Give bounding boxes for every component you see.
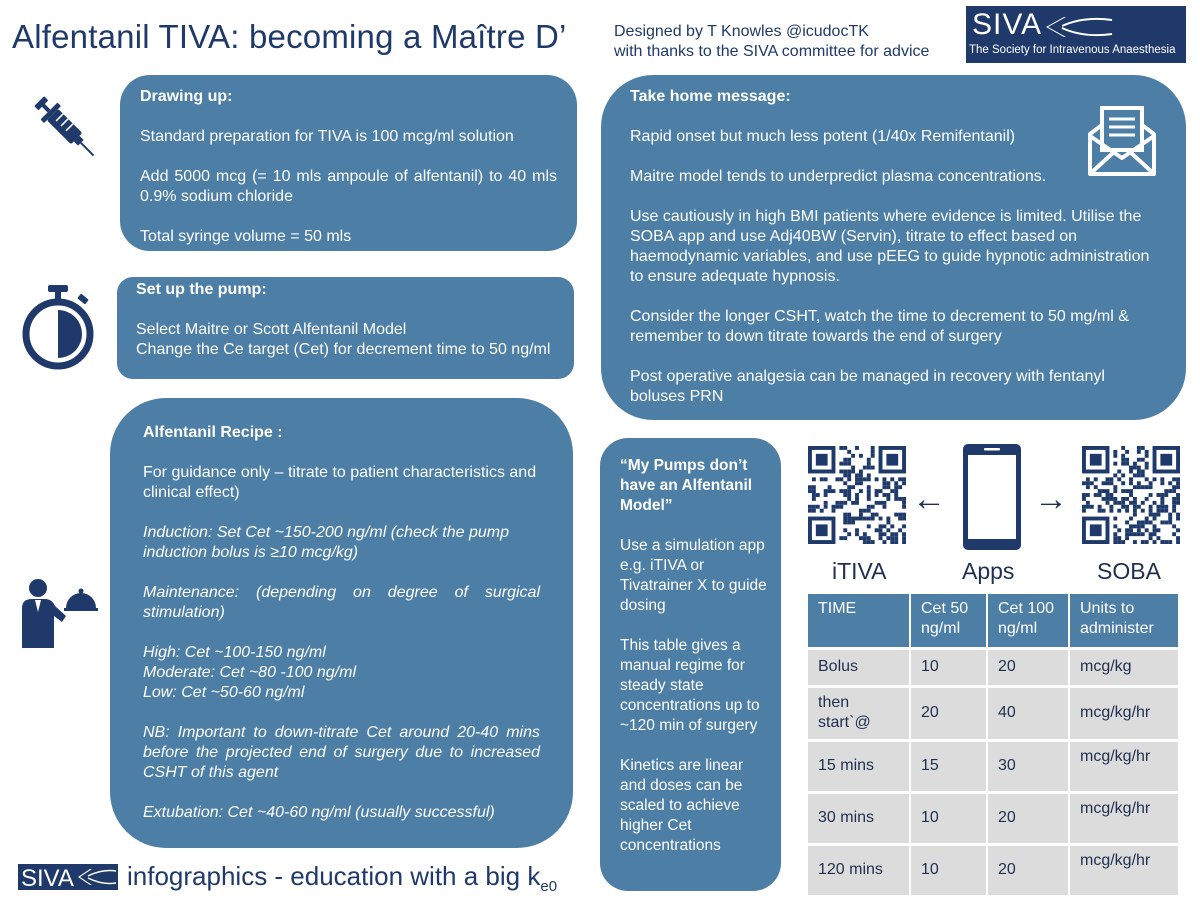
- footer-tagline-text: infographics - education with a big k: [127, 861, 541, 891]
- qr-code-icon: [1082, 446, 1180, 544]
- dose-table: [808, 594, 1178, 898]
- cell-units: mcg/kg: [1069, 648, 1178, 686]
- cell-cet50: 10: [910, 648, 987, 686]
- drawing-up-card: [120, 75, 577, 251]
- syringe-icon: [30, 92, 102, 164]
- header-cet50: Cet 50 ng/ml: [910, 594, 987, 648]
- cell-units: mcg/kg/hr: [1069, 686, 1178, 740]
- credit-line-thanks: with thanks to the SIVA committee for advice: [614, 43, 930, 60]
- credit-line-designer: Designed by T Knowles @icudocTK: [614, 23, 869, 40]
- soba-label: SOBA: [1097, 558, 1161, 584]
- apps-label: Apps: [962, 558, 1015, 584]
- table-row: [808, 740, 1178, 792]
- credit-block: [614, 22, 929, 62]
- siva-swoosh-icon: [1044, 14, 1114, 40]
- pump-setup-line: Change the Ce target (Cet) for decrement time to 50 ng/ml: [136, 341, 551, 358]
- my-pumps-text: This table gives a manual regime for steady state concentrations up to ~120 min of surgery: [620, 637, 760, 734]
- siva-logo-text: SIVA: [972, 8, 1043, 41]
- arrow-right-icon: →: [1034, 480, 1068, 518]
- header-time: TIME: [808, 594, 910, 648]
- cell-units: mcg/kg/hr: [1069, 740, 1178, 792]
- cell-cet50: 10: [910, 844, 987, 896]
- recipe-low: Low: Cet ~50-60 ng/ml: [143, 684, 305, 701]
- qr-code-icon: [808, 446, 906, 544]
- recipe-high: High: Cet ~100-150 ng/ml: [143, 644, 326, 661]
- recipe-extubation: Extubation: Cet ~40-60 ng/ml (usually successful): [143, 804, 495, 821]
- take-home-heading: Take home message:: [630, 88, 791, 105]
- siva-footer-logo: [18, 864, 118, 890]
- recipe-guidance: For guidance only – titrate to patient characteristics and clinical effect): [143, 464, 537, 501]
- header-units: Units to administer: [1069, 594, 1178, 648]
- cell-cet50: 15: [910, 740, 987, 792]
- siva-footer-logo-text: SIVA: [21, 865, 74, 890]
- drawing-up-line: Standard preparation for TIVA is 100 mcg/ml solution: [140, 128, 514, 145]
- header-cet100: Cet 100 ng/ml: [987, 594, 1069, 648]
- recipe-nb: NB: Important to down-titrate Cet around 20-40 mins before the projected end of surgery due to increased CSHT of this agent: [143, 724, 540, 781]
- pump-setup-heading: Set up the pump:: [136, 281, 267, 298]
- my-pumps-heading: “My Pumps don’t have an Alfentanil Model”: [620, 457, 753, 514]
- take-home-point: Use cautiously in high BMI patients where evidence is limited. Utilise the SOBA app and use Adj40BW (Servin), titrate to effect based on haemodynamic variables, and use pEEG to guide hypnotic administration to ensure adequate hypnosis.: [630, 208, 1150, 285]
- cell-units: mcg/kg/hr: [1069, 792, 1178, 844]
- cell-time: 15 mins: [808, 740, 910, 792]
- cell-units: mcg/kg/hr: [1069, 844, 1178, 896]
- my-pumps-text: Kinetics are linear and doses can be scaled to achieve higher Cet concentrations: [620, 757, 744, 854]
- arrow-left-icon: ←: [912, 480, 946, 518]
- waiter-icon: [22, 578, 100, 648]
- take-home-point: Rapid onset but much less potent (1/40x Remifentanil): [630, 128, 1016, 145]
- cell-time: Bolus: [808, 648, 910, 686]
- cell-cet100: 20: [987, 648, 1069, 686]
- pump-setup-line: Select Maitre or Scott Alfentanil Model: [136, 321, 407, 338]
- cell-cet50: 10: [910, 792, 987, 844]
- cell-cet100: 30: [987, 740, 1069, 792]
- recipe-induction: Induction: Set Cet ~150-200 ng/ml (check the pump induction bolus is ≥10 mcg/kg): [143, 524, 509, 561]
- drawing-up-line: Total syringe volume = 50 mls: [140, 228, 352, 245]
- cell-time: then start`@: [808, 686, 910, 740]
- recipe-maintenance: Maintenance: (depending on degree of surgical stimulation): [143, 584, 540, 621]
- phone-icon: [962, 443, 1022, 551]
- table-row: [808, 844, 1178, 896]
- footer-subscript: e0: [540, 878, 558, 896]
- cell-time: 120 mins: [808, 844, 910, 896]
- my-pumps-card: [600, 438, 781, 891]
- my-pumps-text: Use a simulation app e.g. iTIVA or Tivatrainer X to guide dosing: [620, 537, 767, 614]
- cell-cet100: 20: [987, 844, 1069, 896]
- cell-cet100: 40: [987, 686, 1069, 740]
- drawing-up-line: Add 5000 mcg (= 10 mls ampoule of alfentanil) to 40 mls 0.9% sodium chloride: [140, 168, 557, 205]
- recipe-heading: Alfentanil Recipe :: [143, 424, 283, 441]
- siva-logo: [966, 6, 1186, 63]
- table-row: [808, 648, 1178, 686]
- drawing-up-heading: Drawing up:: [140, 88, 233, 105]
- itiva-label: iTIVA: [832, 558, 887, 584]
- table-header-row: [808, 594, 1178, 648]
- footer-tagline: [127, 861, 557, 895]
- pump-setup-card: [117, 277, 574, 379]
- table-row: [808, 686, 1178, 740]
- cell-cet50: 20: [910, 686, 987, 740]
- cell-time: 30 mins: [808, 792, 910, 844]
- recipe-moderate: Moderate: Cet ~80 -100 ng/ml: [143, 664, 357, 681]
- take-home-point: Consider the longer CSHT, watch the time to decrement to 50 mg/ml & remember to down titrate towards the end of surgery: [630, 308, 1129, 345]
- recipe-card: [110, 398, 573, 848]
- take-home-point: Post operative analgesia can be managed in recovery with fentanyl boluses PRN: [630, 368, 1105, 405]
- siva-logo-subtitle: The Society for Intravenous Anaesthesia: [969, 44, 1176, 56]
- stopwatch-icon: [18, 282, 98, 372]
- page-title: Alfentanil TIVA: becoming a Maître D’: [12, 18, 567, 55]
- cell-cet100: 20: [987, 792, 1069, 844]
- envelope-icon: [1088, 104, 1156, 176]
- table-row: [808, 792, 1178, 844]
- take-home-point: Maitre model tends to underpredict plasma concentrations.: [630, 168, 1047, 185]
